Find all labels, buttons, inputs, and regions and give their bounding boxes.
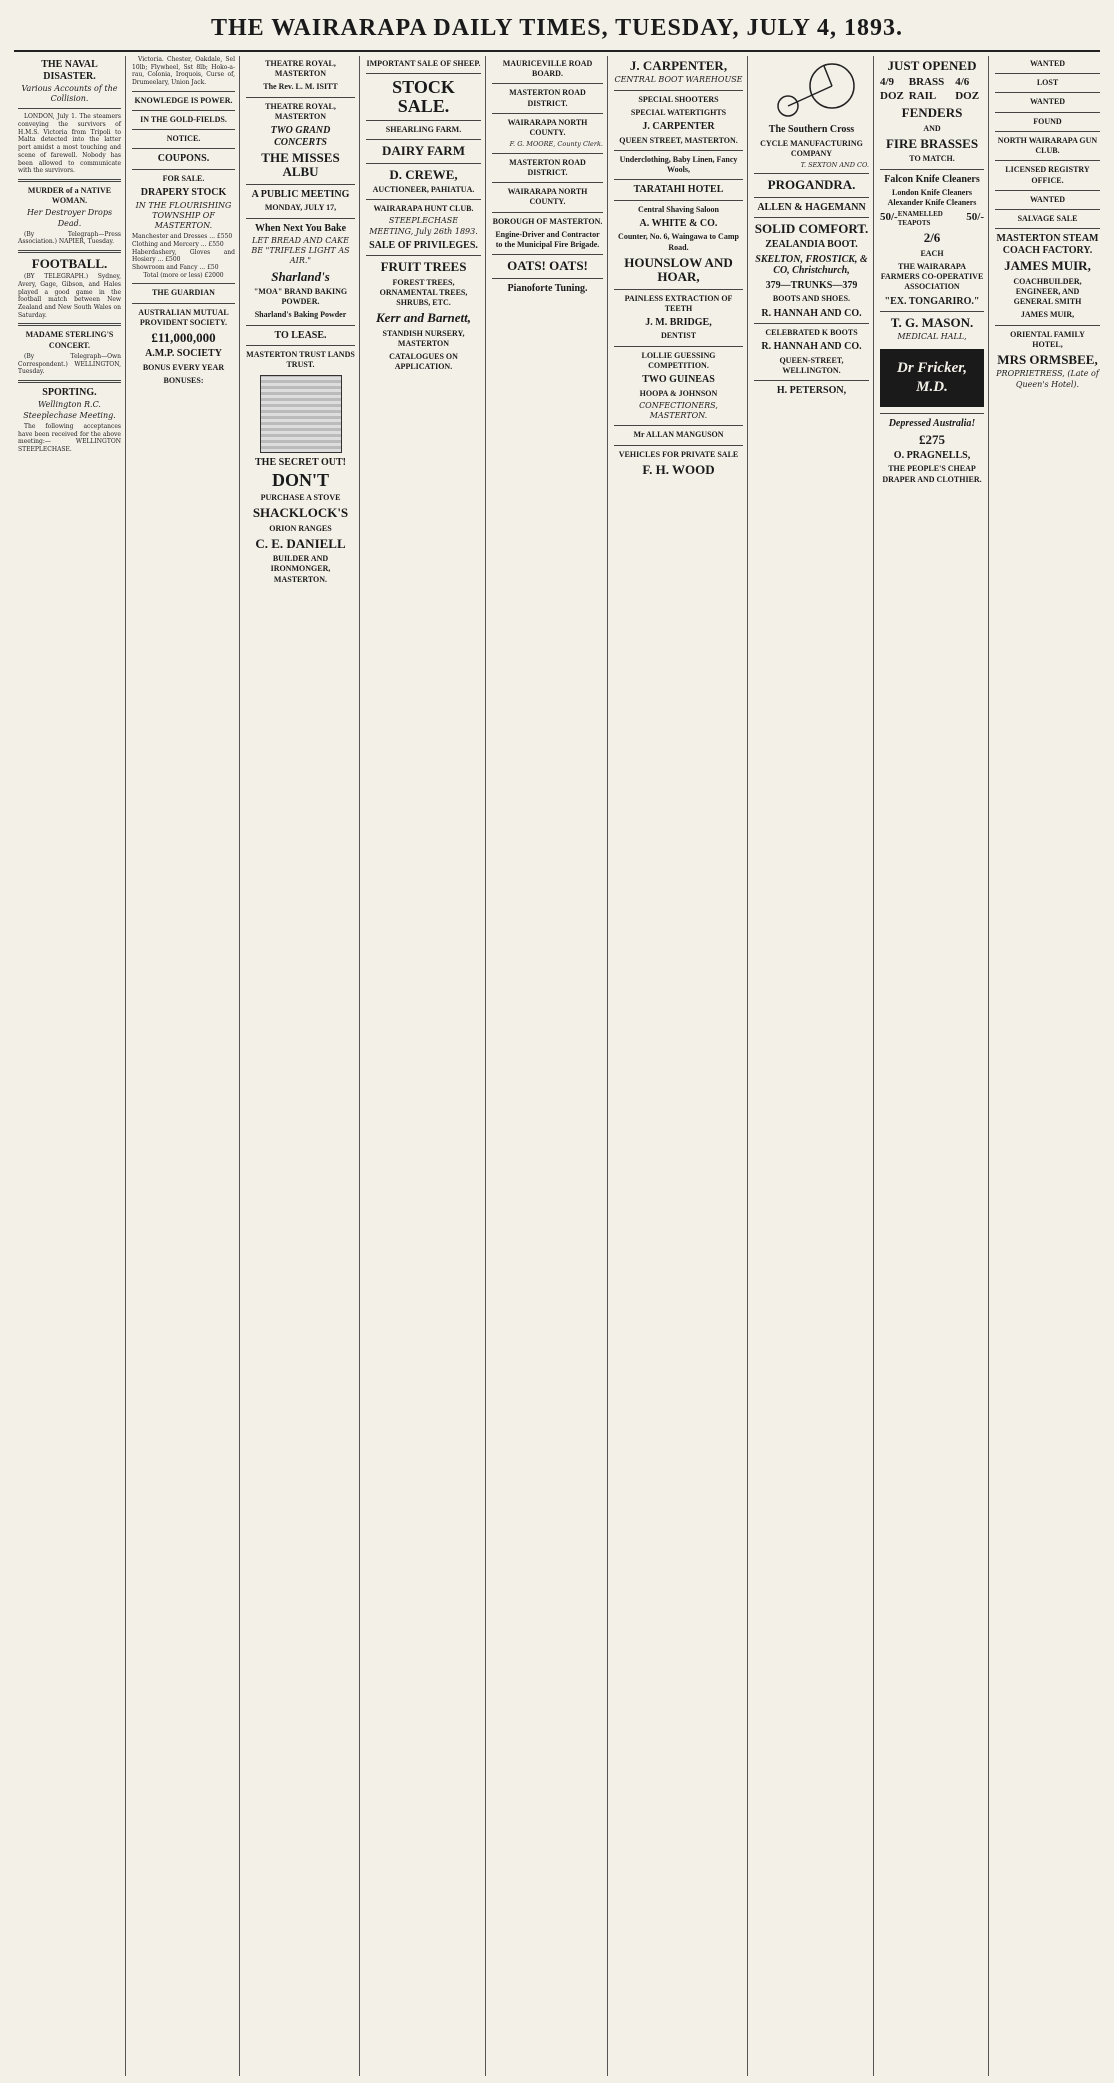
kerr-barnett-sub: STANDISH NURSERY, MASTERTON: [382, 328, 465, 348]
muir-sub: COACHBUILDER, ENGINEER, AND GENERAL SMITH: [1013, 276, 1082, 307]
special-shooters: SPECIAL SHOOTERS: [638, 94, 719, 104]
headline-just-opened: JUST OPENED: [887, 58, 977, 73]
headline-taratahi: TARATAHI HOTEL: [633, 184, 724, 196]
article-murder: (By Telegraph—Press Association.) NAPIER, Tuesday.: [18, 230, 121, 246]
drapery-list: Manchester and Dresses ... £550 Clothing and Mercery ... £550 Haberdashery, Gloves and Hosiery ... £500 Showroom and Fancy ... £50: [132, 233, 235, 272]
divider: [132, 91, 235, 92]
wanted-3: WANTED: [1029, 194, 1066, 204]
divider: [995, 228, 1100, 229]
divider: [614, 150, 743, 151]
divider: [246, 325, 355, 326]
price-right: 4/6 DOZ: [955, 76, 980, 103]
divider: [132, 129, 235, 130]
wanted-1: WANTED: [1029, 59, 1066, 68]
divider: [18, 250, 121, 253]
divider: [880, 413, 984, 414]
headline-bonuses: BONUSES:: [163, 376, 204, 386]
brass-rail: BRASS RAIL: [908, 76, 945, 103]
stove-icon: [260, 375, 342, 453]
james-muir-2: JAMES MUIR,: [1020, 310, 1075, 320]
headline-dont: DON'T: [271, 470, 329, 491]
orion-ranges: ORION RANGES: [269, 523, 332, 533]
headline-gold-fields: IN THE GOLD-FIELDS.: [140, 114, 227, 124]
bicycle-icon: [762, 62, 862, 118]
divider: [995, 131, 1100, 132]
headline-public-meeting: A PUBLIC MEETING: [251, 188, 350, 200]
headline-allen: ALLEN & HAGEMANN: [757, 201, 866, 213]
divider: [366, 120, 481, 121]
subhead-naval: Various Accounts of the Collision.: [21, 84, 118, 104]
article-sporting: The following acceptances have been received for the above meeting:— WELLINGTON STEEPLECHASE.: [18, 422, 121, 453]
headline-hunt-club: WAIRARAPA HUNT CLUB.: [373, 204, 474, 214]
headline-pianoforte: Pianoforte Tuning.: [507, 282, 588, 294]
divider: [132, 110, 235, 111]
divider: [614, 90, 743, 91]
divider: [18, 323, 121, 326]
headline-sharlands: Sharland's: [271, 268, 330, 284]
subhead-drapery: IN THE FLOURISHING TOWNSHIP OF MASTERTON.: [135, 200, 232, 231]
headline-mason: T. G. MASON.: [890, 315, 974, 331]
carpenter-sub: CENTRAL BOOT WAREHOUSE: [614, 75, 743, 85]
headline-solid-comfort: SOLID COMFORT.: [754, 221, 869, 237]
to-match: TO MATCH.: [909, 154, 955, 164]
divider: [366, 163, 481, 164]
headline-shaving: Central Shaving Saloon: [638, 204, 719, 214]
headline-sporting: SPORTING.: [42, 386, 97, 398]
wanted-2: WANTED: [1029, 97, 1066, 107]
divider: [614, 289, 743, 290]
subhead-murder: Her Destroyer Drops Dead.: [26, 208, 113, 228]
amp-amount: £11,000,000: [151, 330, 216, 346]
divider: [614, 200, 743, 201]
headline-skelton: SKELTON, FROSTICK, & CO, Christchurch,: [755, 253, 868, 277]
county-clerk-signature: F. G. MOORE, County Clerk.: [509, 140, 603, 149]
headline-dairy-farm: DAIRY FARM: [382, 143, 465, 159]
divider: [995, 190, 1100, 191]
divider: [614, 445, 743, 446]
pragnells-sub: THE PEOPLE'S CHEAP DRAPER AND CLOTHIER.: [882, 464, 982, 484]
headline-underclothing: Underclothing, Baby Linen, Fancy Wools,: [619, 154, 738, 174]
divider: [754, 323, 869, 324]
headline-oriental: ORIENTAL FAMILY HOTEL,: [1010, 329, 1085, 349]
headline-privileges: SALE OF PRIVILEGES.: [369, 239, 478, 251]
divider: [995, 325, 1100, 326]
headline-guardian: THE GUARDIAN: [152, 288, 215, 298]
divider: [995, 160, 1100, 161]
headline-kerr-barnett: Kerr and Barnett,: [376, 310, 471, 326]
headline-carpenter-2: J. CARPENTER: [642, 121, 715, 132]
headline-hannah: R. HANNAH AND CO.: [761, 307, 862, 319]
column-1: [14, 56, 126, 2076]
hunt-club-sub: STEEPLECHASE MEETING, July 26th 1893.: [369, 216, 478, 236]
divider: [18, 380, 121, 383]
divider: [18, 108, 121, 109]
article-racing-weights: Victoria. Chester, Oakdale, Sel 10lb; Flywheel, Sst 8lb; Hoko-a-rau, Colonia, Iroquois, Curse of, Drumeelary, Union Jack.: [132, 56, 235, 87]
headline-james-muir: JAMES MUIR,: [1004, 258, 1091, 274]
divider: [492, 113, 603, 114]
public-meeting-date: MONDAY, JULY 17,: [264, 203, 337, 213]
found: FOUND: [1033, 116, 1062, 126]
masthead: [14, 10, 1100, 52]
headline-southern-cross: The Southern Cross: [768, 124, 855, 135]
headline-bridge: J. M. BRIDGE,: [645, 316, 712, 328]
catalogues: CATALOGUES ON APPLICATION.: [389, 352, 458, 372]
price-275: £275: [919, 431, 945, 447]
headline-theatre-royal: THEATRE ROYAL, MASTERTON: [265, 59, 336, 79]
headline-shacklocks: SHACKLOCK'S: [252, 505, 349, 521]
column-5: [488, 56, 608, 2076]
headline-murder: MURDER of a NATIVE WOMAN.: [27, 185, 112, 206]
headline-sale-of-sheep: IMPORTANT SALE OF SHEEP.: [366, 59, 481, 68]
ormsbee-sub: PROPRIETRESS, (Late of Queen's Hotel).: [996, 369, 1099, 389]
medical-hall: MEDICAL HALL,: [897, 332, 967, 342]
headline-wairarapa-north: WAIRARAPA NORTH COUNTY.: [507, 117, 588, 138]
headline-to-lease: TO LEASE.: [274, 329, 327, 341]
columns: [14, 56, 1100, 2076]
headline-farmers: THE WAIRARAPA FARMERS CO-OPERATIVE ASSOCIATION: [880, 261, 984, 292]
bicycle-illustration: [754, 60, 869, 120]
headline-theatre-royal-2: THEATRE ROYAL, MASTERTON: [265, 101, 336, 121]
headline-manguson: Mr ALLAN MANGUSON: [633, 430, 724, 440]
fenders-and: AND: [923, 123, 941, 133]
divider: [366, 139, 481, 140]
headline-vehicles: VEHICLES FOR PRIVATE SALE: [618, 449, 739, 459]
headline-depressed: Depressed Australia!: [888, 418, 976, 430]
headline-misses-albu: THE MISSES ALBU: [261, 150, 340, 180]
headline-stock-sale: STOCK SALE.: [392, 77, 455, 117]
headline-amp: AUSTRALIAN MUTUAL PROVIDENT SOCIETY.: [138, 307, 229, 327]
fruit-trees-sub: FOREST TREES, ORNAMENTAL TREES, SHRUBS, ETC.: [379, 277, 468, 308]
headline-white-co: A. WHITE & CO.: [639, 217, 718, 229]
headline-mauriceville: MAURICEVILLE ROAD BOARD.: [502, 59, 593, 79]
headline-engine-driver: Engine-Driver and Contractor to the Municipal Fire Brigade.: [495, 229, 600, 250]
purchase-stove: PURCHASE A STOVE: [260, 493, 341, 503]
newspaper-title: THE WAIRARAPA DAILY TIMES, TUESDAY, JULY 4, 1893.: [210, 14, 904, 41]
headline-trust-lands: MASTERTON TRUST LANDS TRUST.: [246, 350, 355, 370]
headline-fire-brasses: FIRE BRASSES: [885, 135, 979, 151]
divider: [754, 197, 869, 198]
boots-shoes: BOOTS AND SHOES.: [772, 294, 851, 304]
divider: [132, 169, 235, 170]
headline-ormsbee: MRS ORMSBEE,: [997, 352, 1098, 368]
divider: [995, 73, 1100, 74]
moa-brand: "MOA" BRAND BAKING POWDER.: [253, 287, 348, 307]
headline-when-next-you-bake: When Next You Bake: [254, 222, 347, 234]
article-concert: (By Telegraph—Own Correspondent.) WELLINGTON, Tuesday.: [18, 352, 121, 376]
article-naval: LONDON, July 1. The steamers conveying the survivors of H.M.S. Victoria from Tripoli to Malta detected into the latter port amidst a most touching and scene of farewell. Nobody has been allowed to communicate with the survivors.: [18, 113, 121, 175]
column-9: [991, 56, 1104, 2076]
headline-steam-coach: MASTERTON STEAM COACH FACTORY.: [996, 233, 1099, 256]
column-8: [876, 56, 989, 2076]
hannah-address: QUEEN-STREET, WELLINGTON.: [779, 355, 844, 376]
teapot-price-left: 50/-: [880, 211, 898, 224]
knife-cleaners: London Knife Cleaners Alexander Knife Cleaners: [887, 188, 977, 208]
divider: [492, 254, 603, 255]
headline-hoopa: HOOPA & JOHNSON: [639, 388, 718, 398]
carpenter-address: QUEEN STREET, MASTERTON.: [619, 135, 738, 145]
column-4: [362, 56, 486, 2076]
price-each: 2/6: [923, 230, 941, 246]
subhead-bake: LET BREAD AND CAKE BE "TRIFLES LIGHT AS AIR.": [251, 236, 350, 266]
divider: [246, 345, 355, 346]
teapot-price-right: 50/-: [966, 211, 984, 224]
lost: LOST: [1036, 78, 1059, 88]
headline-borough: BOROUGH OF MASTERTON.: [492, 216, 603, 226]
headline-crewe: D. CREWE,: [389, 166, 458, 182]
divider: [754, 380, 869, 381]
drapery-total: Total (more or less) £2000: [143, 271, 224, 279]
divider: [754, 217, 869, 218]
headline-wairarapa-north-2: WAIRARAPA NORTH COUNTY.: [507, 187, 588, 207]
headline-concert: MADAME STERLING'S CONCERT.: [25, 330, 114, 350]
special-watertights: SPECIAL WATERTIGHTS: [630, 107, 727, 117]
headline-pragnells: O. PRAGNELLS,: [893, 449, 971, 461]
column-7: [750, 56, 874, 2076]
headline-two-concerts: TWO GRAND CONCERTS: [270, 125, 331, 148]
headline-drapery-stock: DRAPERY STOCK: [140, 187, 227, 199]
divider: [492, 83, 603, 84]
southern-cross-sub: CYCLE MANUFACTURING COMPANY: [760, 138, 863, 158]
divider: [614, 425, 743, 426]
headline-hannah-2: R. HANNAH AND CO.: [761, 341, 862, 353]
headline-for-sale: FOR SALE.: [162, 173, 205, 183]
headline-naval-disaster: THE NAVAL DISASTER.: [41, 59, 98, 82]
headline-masterton-road-2: MASTERTON ROAD DISTRICT.: [509, 157, 586, 177]
dr-fricker-logo: Dr Fricker, M.D.: [880, 349, 984, 407]
teapots-row: [880, 210, 984, 228]
divider: [995, 112, 1100, 113]
headline-hounslow: HOUNSLOW AND HOAR,: [624, 254, 733, 285]
divider: [366, 255, 481, 256]
sexton-signature: T. SEXTON AND CO.: [800, 160, 869, 169]
divider: [246, 97, 355, 98]
headline-fh-wood: F. H. WOOD: [642, 461, 715, 477]
headline-progandra: PROGANDRA.: [767, 177, 856, 193]
headline-fenders: FENDERS: [901, 105, 963, 121]
headline-masterton-road: MASTERTON ROAD DISTRICT.: [509, 88, 586, 108]
headline-painless: PAINLESS EXTRACTION OF TEETH: [624, 293, 733, 313]
divider: [492, 212, 603, 213]
divider: [246, 184, 355, 185]
hoopa-sub: CONFECTIONERS, MASTERTON.: [639, 400, 718, 421]
crewe-sub: AUCTIONEER, PAHIATUA.: [372, 184, 475, 194]
headline-fruit-trees: FRUIT TREES: [380, 259, 467, 275]
headline-oats: OATS! OATS!: [507, 258, 588, 274]
headline-two-guineas: TWO GUINEAS: [642, 374, 715, 386]
divider: [492, 182, 603, 183]
headline-zealandia: ZEALANDIA BOOT.: [765, 239, 858, 251]
divider: [880, 311, 984, 312]
headline-peterson: H. PETERSON,: [776, 385, 847, 397]
headline-falcon: Falcon Knife Cleaners: [884, 173, 980, 185]
column-6: [610, 56, 748, 2076]
divider: [614, 346, 743, 347]
headline-carpenter: J. CARPENTER,: [629, 58, 728, 73]
divider: [132, 283, 235, 284]
divider: [492, 278, 603, 279]
amp-society: A.M.P. SOCIETY: [145, 348, 222, 360]
headline-daniell: C. E. DANIELL: [255, 535, 346, 551]
dentist: DENTIST: [660, 331, 697, 341]
divider: [995, 209, 1100, 210]
headline-trunks: 379—TRUNKS—379: [765, 279, 858, 291]
headline-notice: NOTICE.: [166, 134, 201, 144]
celebrated-k-boots: CELEBRATED K BOOTS: [765, 328, 858, 338]
column-2: [128, 56, 240, 2076]
sharlands-baking-powder: Sharland's Baking Powder: [254, 310, 347, 320]
divider: [366, 73, 481, 74]
divider: [366, 199, 481, 200]
rev-isitt: The Rev. L. M. ISITT: [263, 82, 338, 92]
divider: [995, 92, 1100, 93]
divider: [614, 179, 743, 180]
daniell-sub: BUILDER AND IRONMONGER, MASTERTON.: [270, 554, 331, 584]
ex-tongariro: "EX. TONGARIRO.": [884, 295, 980, 307]
divider: [880, 169, 984, 170]
headline-gun-club: NORTH WAIRARAPA GUN CLUB.: [997, 135, 1098, 156]
subhead-sporting: Wellington R.C. Steeplechase Meeting.: [23, 400, 116, 420]
amp-bonus: BONUS EVERY YEAR: [142, 362, 225, 372]
headline-knowledge: KNOWLEDGE IS POWER.: [134, 95, 233, 105]
headline-secret-out: THE SECRET OUT!: [255, 456, 346, 468]
divider: [246, 218, 355, 219]
headline-shearling-farm: SHEARLING FARM.: [385, 125, 462, 135]
divider: [754, 173, 869, 174]
salvage-sale: SALVAGE SALE: [1017, 214, 1078, 224]
column-3: [242, 56, 360, 2076]
divider: [132, 303, 235, 304]
stove-illustration: [246, 375, 355, 453]
headline-coupons: COUPONS.: [157, 153, 210, 165]
divider: [492, 153, 603, 154]
headline-registry: LICENSED REGISTRY OFFICE.: [1005, 165, 1090, 185]
article-football: (BY TELEGRAPH.) Sydney, Avery, Gage, Gibson, and Hales played a good game in the football match between New Zealand and New South Wales on Saturday.: [18, 273, 121, 319]
headline-lollie: LOLLIE GUESSING COMPETITION.: [641, 350, 716, 370]
teapots: ENAMELLED TEAPOTS: [897, 210, 943, 228]
divider: [132, 148, 235, 149]
brass-rail-row: [880, 75, 984, 103]
divider: [18, 179, 121, 182]
price-left: 4/9 DOZ: [880, 76, 904, 103]
each: EACH: [920, 248, 944, 258]
headline-football: FOOTBALL.: [31, 256, 108, 272]
counter-notice: Counter, No. 6, Waingawa to Camp Road.: [618, 232, 739, 252]
